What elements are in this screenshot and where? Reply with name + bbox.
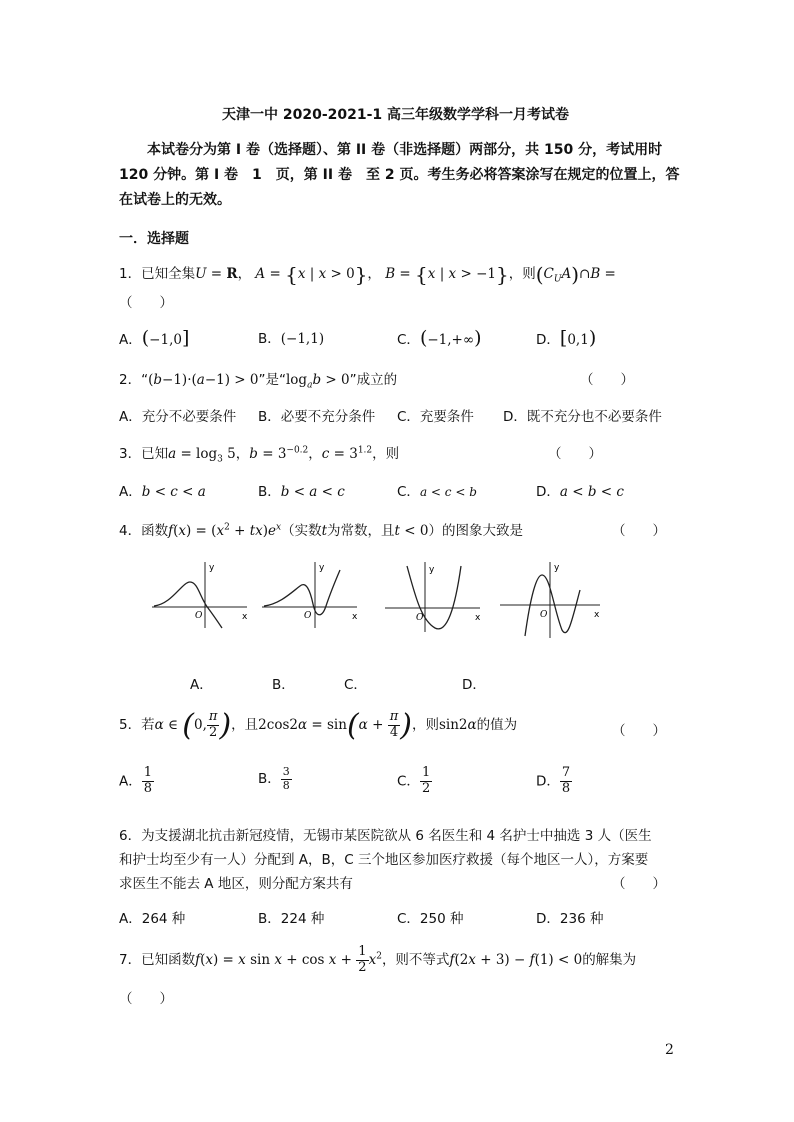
q3-option-a: A．b < c < a <box>119 484 206 500</box>
q1-universal-set: U = R <box>195 266 238 282</box>
q5-option-c: C． $\frac{1}{2}$ <box>397 765 431 796</box>
q1-option-c: C．(−1,+∞) <box>397 327 482 349</box>
q7-inequality: f(2x + 3) − f(1) < 0 <box>449 951 583 968</box>
q3-c-def: $c = 3^{1.2}$ <box>321 445 373 462</box>
q5-option-a: A． $\frac{1}{8}$ <box>119 765 153 796</box>
q4-graph-label-c: C． <box>344 677 367 693</box>
question-6-line-1: 6．为支援湖北抗击新冠疫情，无锡市某医院欲从 6 名医生和 4 名护士中抽选 3 人（医生 <box>119 828 652 844</box>
q4-graph-label-a: A． <box>190 677 213 693</box>
q5-option-b: B． $\frac{3}{8}$ <box>258 765 290 792</box>
curve <box>264 570 340 615</box>
q6-option-c: C．250 种 <box>397 911 464 927</box>
q1-set-a: A = {x | x > 0} <box>255 262 368 287</box>
axis-x-label: x <box>352 612 358 622</box>
section-heading: 一．选择题 <box>119 231 189 247</box>
q5-bracket: （ ） <box>612 723 666 739</box>
intro-line-3: 在试卷上的无效。 <box>119 192 231 208</box>
question-2: 2．“(b−1)·(a−1) > 0”是“$\log_ab > 0$”成立的 <box>119 372 398 391</box>
q2-option-c: C．充要条件 <box>397 409 474 425</box>
axis-y-label: y <box>209 563 215 573</box>
question-3: 3．已知$a = \log_3 5$，$b = 3^{-0.2}$，$c = 3^{1.2}$，则 <box>119 445 400 465</box>
question-1: 1．已知全集U = R， A = {x | x > 0}， B = {x | x > −1}，则$(C_UA)\cap B$ = <box>119 262 616 287</box>
q3-b-def: $b = 3^{-0.2}$ <box>249 445 309 462</box>
q2-bracket: （ ） <box>580 372 634 388</box>
q5-option-d: D． $\frac{7}{8}$ <box>536 765 571 796</box>
axis-x-label: x <box>594 610 600 620</box>
q6-option-a: A．264 种 <box>119 911 186 927</box>
q1-option-a: A．(−1,0] <box>119 327 190 349</box>
axis-y-label: y <box>554 563 560 573</box>
q4-graph-label-b: B． <box>272 677 295 693</box>
q7-function: f(x) = x sin x + cos x + $\frac{1}{2}$ $x^2$ <box>195 944 382 975</box>
q6-option-b: B．224 种 <box>258 911 325 927</box>
q2-condition-1: (b−1)·(a−1) > 0 <box>148 372 259 388</box>
question-7: 7．已知函数f(x) = x sin x + cos x + $\frac{1}{2}$ $x^2$，则不等式f(2x + 3) − f(1) < 0的解集为 <box>119 944 637 975</box>
q1-set-b: B = {x | x > −1} <box>385 262 509 287</box>
curve <box>154 582 222 628</box>
origin-label: O <box>416 613 424 623</box>
q2-option-d: D．既不充分也不必要条件 <box>503 409 662 425</box>
intro-line-2: 120 分钟。第 I 卷 1 页，第 II 卷 至 2 页。考生务必将答案涂写在规定的位置上，答 <box>119 167 680 183</box>
origin-label: O <box>304 611 312 621</box>
axis-x-label: x <box>475 613 481 623</box>
q4-graph-b <box>262 560 362 630</box>
q4-bracket: （ ） <box>612 523 666 539</box>
q1-option-b: B．(−1,1) <box>258 331 325 347</box>
q3-a-def: $a = \log_3 5$ <box>168 446 236 465</box>
q3-option-d: D．a < b < c <box>536 484 624 500</box>
q5-alpha-range: α ∈ (0, $\frac{\pi}{2}$ ) <box>154 708 232 743</box>
q6-bracket: （ ） <box>612 876 666 892</box>
exam-title: 天津一中 2020-2021-1 高三年级数学学科一月考试卷 <box>222 107 570 123</box>
q2-option-b: B．必要不充分条件 <box>258 409 376 425</box>
q4-function: $f(x) = (x^2 + tx)e^x$ <box>168 522 282 539</box>
q1-option-d: D．[0,1) <box>536 327 597 349</box>
q1-expression: $(C_UA)\cap B$ = <box>535 262 616 287</box>
q5-equation: 2cos2α = sin(α + $\frac{\pi}{4}$ ) <box>258 708 412 743</box>
q4-graph-label-d: D． <box>462 677 486 693</box>
q2-option-a: A．充分不必要条件 <box>119 409 237 425</box>
q1-bracket: （ ） <box>119 295 173 311</box>
intro-line-1: 本试卷分为第 I 卷（选择题）、第 II 卷（非选择题）两部分，共 150 分，考试用时 <box>147 142 663 158</box>
q3-bracket: （ ） <box>548 446 602 462</box>
page-number: 2 <box>665 1042 674 1058</box>
question-4: 4．函数$f(x) = (x^2 + tx)e^x$（实数t为常数，且t < 0）的图象大致是 <box>119 522 523 539</box>
question-5: 5．若α ∈ (0, $\frac{\pi}{2}$ )，且2cos2α = sin(α + $\frac{\pi}{4}$ )，则sin2α的值为 <box>119 708 518 743</box>
q4-graph-d <box>500 560 610 640</box>
q7-bracket: （ ） <box>119 991 173 1007</box>
origin-label: O <box>540 610 548 620</box>
q4-graph-c <box>385 560 485 635</box>
axis-x-label: x <box>242 612 248 622</box>
axis-y-label: y <box>429 565 435 575</box>
q3-option-b: B．b < a < c <box>258 484 345 500</box>
origin-label: O <box>195 611 203 621</box>
q6-option-d: D．236 种 <box>536 911 604 927</box>
axis-y-label: y <box>319 563 325 573</box>
question-6-line-2: 和护士均至少有一人）分配到 A，B，C 三个地区参加医疗救援（每个地区一人），方案要 <box>119 852 649 868</box>
q4-graph-a <box>152 560 252 630</box>
q2-condition-2: $\log_ab > 0$ <box>285 372 350 391</box>
question-6-line-3: 求医生不能去 A 地区，则分配方案共有 <box>119 876 353 892</box>
q3-option-c: C．a < c < b <box>397 484 477 500</box>
